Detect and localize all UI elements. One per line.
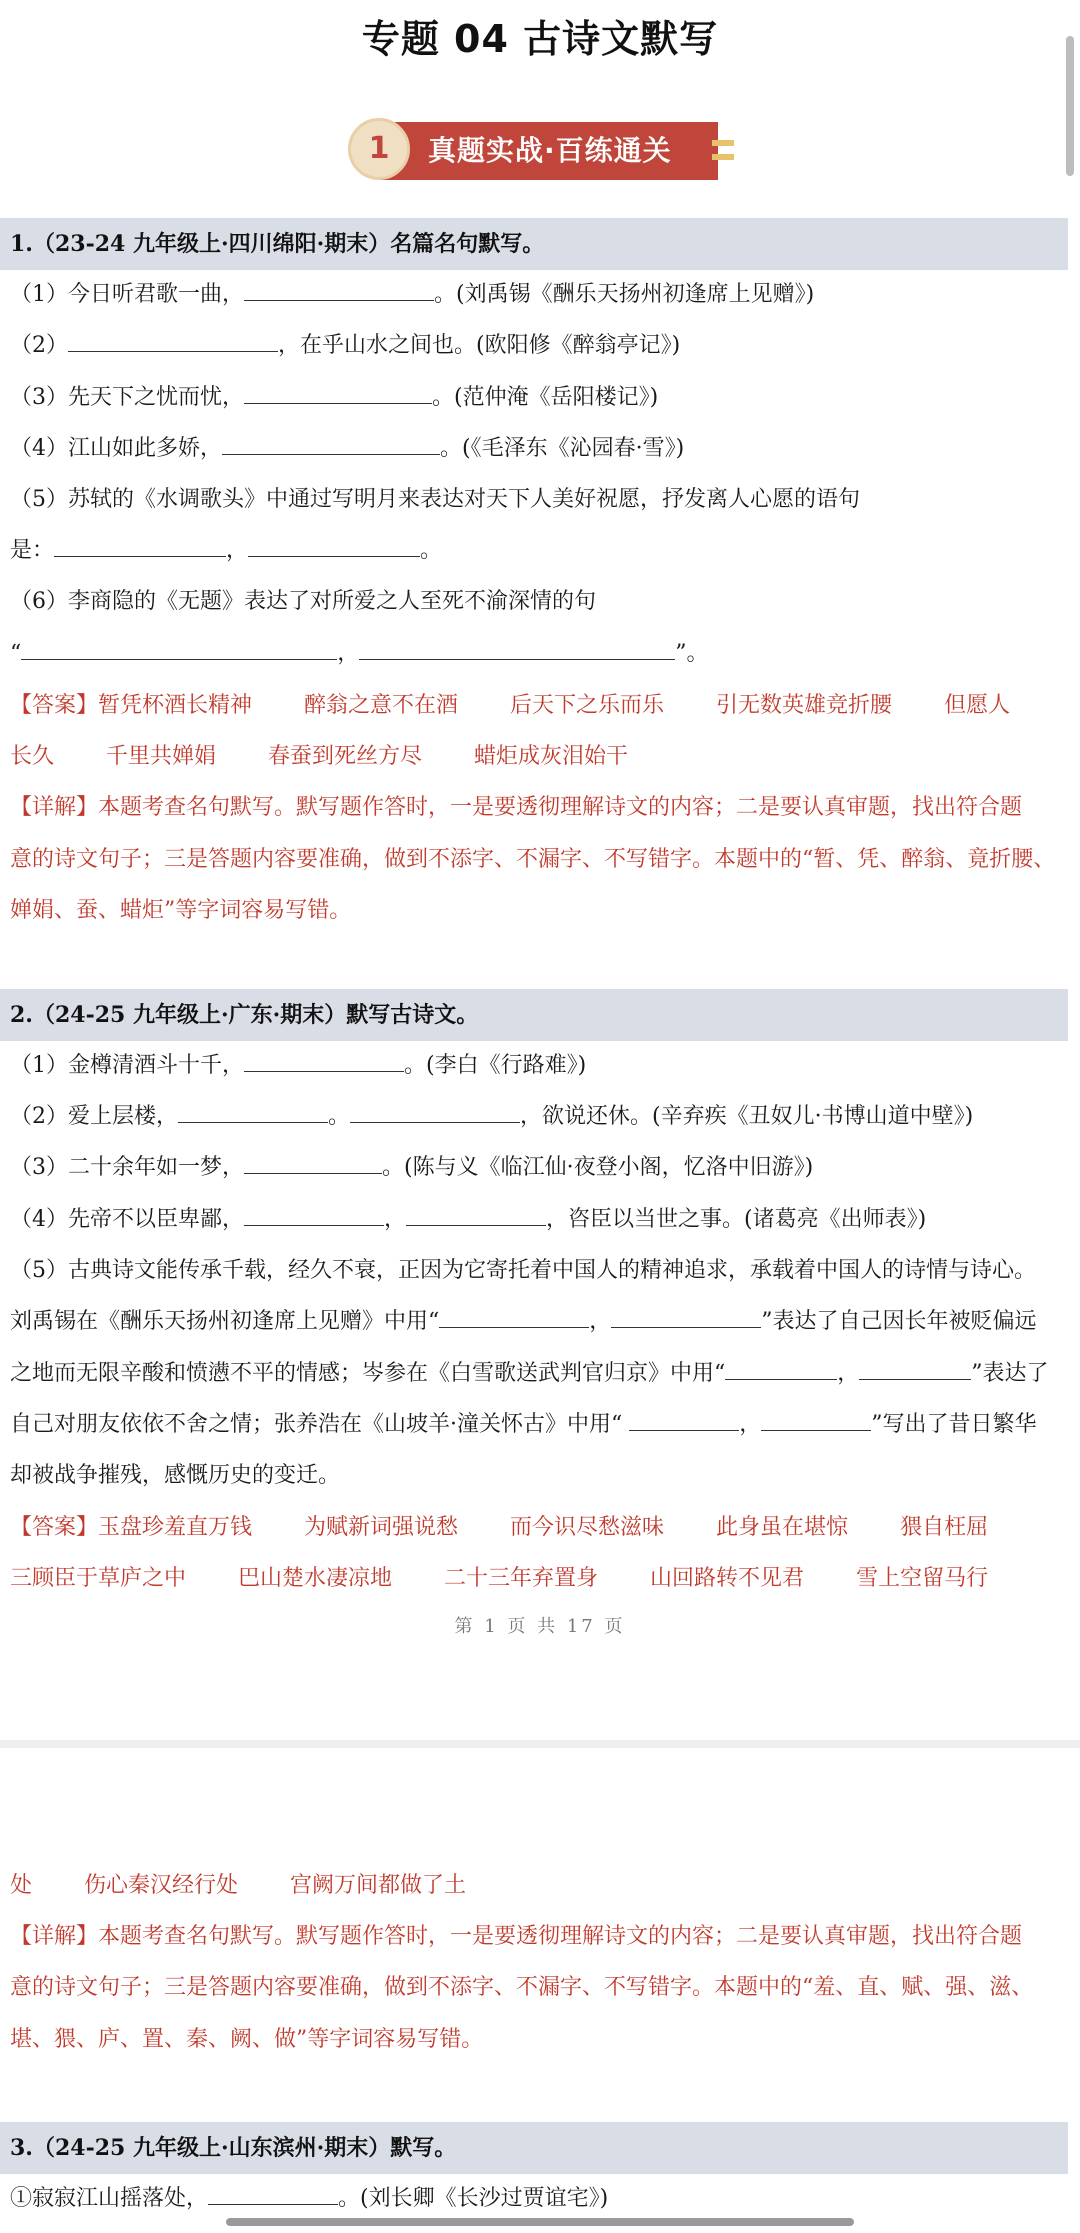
- answer-blank: [725, 1357, 837, 1380]
- home-indicator[interactable]: [226, 2218, 854, 2226]
- page-footer: 第 1 页 共 17 页: [454, 1616, 626, 1637]
- answer-blank: [178, 1100, 328, 1123]
- banner-label: 真题实战·百练通关: [378, 122, 718, 180]
- q2-answer-line-1: 【答案】玉盘珍羞直万钱 为赋新词强说愁 而今识尽愁滋味 此身虽在堪惊 猥自枉屈: [10, 1515, 989, 1540]
- q2-answer-line-3: 处 伤心秦汉经行处 宫阙万间都做了土: [10, 1873, 467, 1898]
- q1-answer-line-1: 【答案】暂凭杯酒长精神 醉翁之意不在酒 后天下之乐而乐 引无数英雄竞折腰 但愿人: [10, 693, 1011, 718]
- answer-blank: [244, 381, 432, 404]
- answer-blank: [629, 1408, 739, 1431]
- banner-number: 1: [348, 118, 410, 180]
- question-1-header: 1.（23-24 九年级上·四川绵阳·期末）名篇名句默写。: [0, 218, 1068, 270]
- q1-item-5-cont: 是： ， 。: [10, 533, 1070, 569]
- answer-blank: [611, 1305, 761, 1328]
- q2-explanation-1: 【详解】本题考查名句默写。默写题作答时，一是要透彻理解诗文的内容；二是要认真审题，找出符合题: [10, 1924, 1023, 1949]
- q1-item-1: （1）今日听君歌一曲， 。(刘禹锡《酬乐天扬州初逢席上见赠》): [10, 277, 1070, 313]
- q2-item-5: （5）古典诗文能传承千载，经久不衰，正因为它寄托着中国人的精神追求，承载着中国人的诗情与诗心。: [10, 1258, 1037, 1283]
- answer-blank: [244, 1203, 384, 1226]
- answer-blank: [350, 1100, 520, 1123]
- q2-item-5-line-4: 自己对朋友依依不舍之情；张养浩在《山坡羊·潼关怀古》中用“ ， ”写出了昔日繁华: [10, 1407, 1070, 1443]
- q1-item-2: （2） ，在乎山水之间也。(欧阳修《醉翁亭记》): [10, 328, 1070, 364]
- q2-item-2: （2）爱上层楼， 。 ，欲说还休。(辛弃疾《丑奴儿·书博山道中壁》): [10, 1099, 1070, 1135]
- answer-blank: [68, 329, 278, 352]
- q1-explanation-3: 婵娟、蚕、蜡炬”等字词容易写错。: [10, 898, 352, 923]
- question-2-header: 2.（24-25 九年级上·广东·期末）默写古诗文。: [0, 989, 1068, 1041]
- answer-blank: [21, 637, 337, 660]
- q3-item-1: ①寂寂江山摇落处， 。(刘长卿《长沙过贾谊宅》): [10, 2181, 1070, 2217]
- q1-item-6-cont: “ ， ”。: [10, 636, 1070, 672]
- q1-item-6: （6）李商隐的《无题》表达了对所爱之人至死不渝深情的句: [10, 589, 596, 614]
- q2-answer-line-2: 三顾臣于草庐之中 巴山楚水凄凉地 二十三年弃置身 山回路转不见君 雪上空留马行: [10, 1566, 989, 1591]
- answer-blank: [761, 1408, 871, 1431]
- q1-item-5: （5）苏轼的《水调歌头》中通过写明月来表达对天下人美好祝愿，抒发离人心愿的语句: [10, 487, 860, 512]
- q2-item-5-line-3: 之地而无限辛酸和愤懑不平的情感；岑参在《白雪歌送武判官归京》中用“ ， ”表达了: [10, 1356, 1070, 1392]
- page-separator: [0, 1740, 1080, 1748]
- q2-explanation-3: 堪、猥、庐、置、秦、阙、做”等字词容易写错。: [10, 2027, 484, 2052]
- answer-blank: [244, 278, 434, 301]
- answer-blank: [406, 1203, 546, 1226]
- answer-blank: [222, 432, 440, 455]
- scrollbar[interactable]: [1066, 36, 1074, 176]
- answer-blank: [244, 1049, 404, 1072]
- question-3-header: 3.（24-25 九年级上·山东滨州·期末）默写。: [0, 2122, 1068, 2174]
- q1-explanation-2: 意的诗文句子；三是答题内容要准确，做到不添字、不漏字、不写错字。本题中的“暂、凭、醉翁、竟折腰、: [10, 847, 1056, 872]
- section-banner: [348, 118, 728, 184]
- q2-item-3: （3）二十余年如一梦， 。(陈与义《临江仙·夜登小阁，忆洛中旧游》): [10, 1150, 1070, 1186]
- banner-stripe: [712, 154, 734, 160]
- q2-item-5-line-2: 刘禹锡在《酬乐天扬州初逢席上见赠》中用“ ， ”表达了自己因长年被贬偏远: [10, 1304, 1070, 1340]
- q1-explanation-1: 【详解】本题考查名句默写。默写题作答时，一是要透彻理解诗文的内容；二是要认真审题，找出符合题: [10, 795, 1023, 820]
- page-2: [0, 1748, 1080, 2233]
- answer-blank: [859, 1357, 971, 1380]
- q1-item-4: （4）江山如此多娇， 。(《毛泽东《沁园春·雪》): [10, 431, 1070, 467]
- answer-blank: [248, 534, 420, 557]
- q2-item-1: （1）金樽清酒斗十千， 。(李白《行路难》): [10, 1048, 1070, 1084]
- banner-stripe: [712, 140, 734, 146]
- q1-answer-line-2: 长久 千里共婵娟 春蚕到死丝方尽 蜡炬成灰泪始干: [10, 744, 629, 769]
- q1-item-3: （3）先天下之忧而忧， 。(范仲淹《岳阳楼记》): [10, 380, 1070, 416]
- answer-blank: [439, 1305, 589, 1328]
- q2-explanation-2: 意的诗文句子；三是答题内容要准确，做到不添字、不漏字、不写错字。本题中的“羞、直、赋、强、滋、: [10, 1975, 1034, 2000]
- answer-blank: [208, 2182, 338, 2205]
- document-title: 专题 04 古诗文默写: [361, 17, 719, 61]
- answer-blank: [244, 1151, 382, 1174]
- q2-item-4: （4）先帝不以臣卑鄙， ， ，咨臣以当世之事。(诸葛亮《出师表》): [10, 1202, 1070, 1238]
- q2-item-5-line-5: 却被战争摧残，感慨历史的变迁。: [10, 1463, 341, 1488]
- answer-blank: [359, 637, 675, 660]
- answer-blank: [54, 534, 226, 557]
